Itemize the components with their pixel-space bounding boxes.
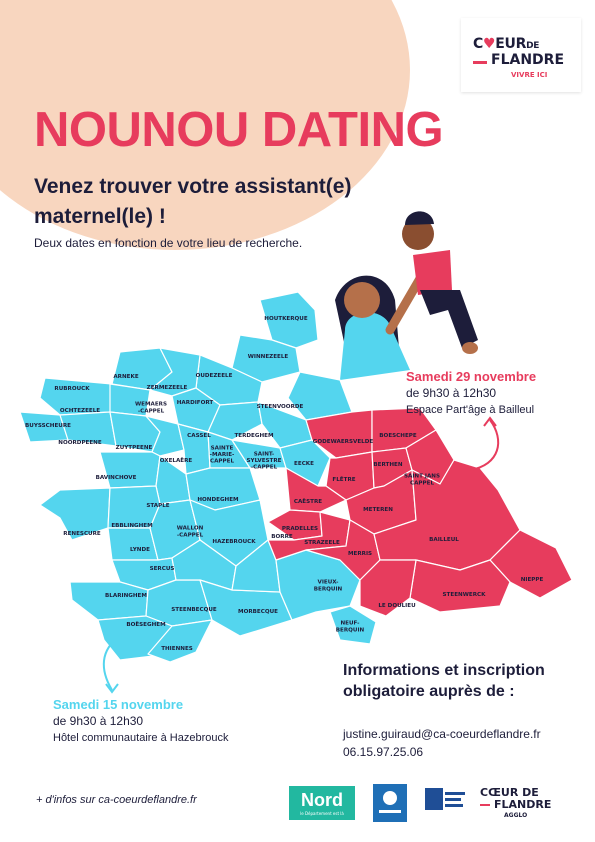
intro-text: Deux dates en fonction de votre lieu de recherche. <box>34 236 303 250</box>
arrowhead-icon <box>106 684 118 692</box>
town-label: EBBLINGHEM <box>111 523 153 529</box>
town-label: STEENBECQUE <box>171 607 217 613</box>
parent-child-illustration <box>335 211 478 380</box>
town-label: CAËSTRE <box>293 499 323 505</box>
town-label: WEMAERS -CAPPEL <box>134 401 168 415</box>
town-label: LYNDE <box>130 547 150 553</box>
town-label: MORBECQUE <box>238 609 278 615</box>
town-label: PRADELLES <box>281 526 319 532</box>
contact-phone[interactable]: 06.15.97.25.06 <box>343 745 424 759</box>
town-label: FLÊTRE <box>332 477 356 483</box>
town-label: ARNEKE <box>113 374 139 380</box>
town-label: SAINT-SYLVESTRE -CAPPEL <box>246 451 282 471</box>
town-label: NEUF-BERQUIN <box>335 620 365 634</box>
date-south-time: de 9h30 à 12h30 <box>53 714 144 728</box>
date-south-title: Samedi 15 novembre <box>53 697 184 712</box>
town-label: RUBROUCK <box>54 386 90 392</box>
town-label: OCHTEZEELE <box>59 408 101 414</box>
arrowhead-icon <box>484 418 496 426</box>
town-label: STEENVOORDE <box>256 404 304 410</box>
caf-logo <box>373 784 407 822</box>
town-label: MERRIS <box>347 551 373 557</box>
town-label: OXELAËRE <box>159 458 193 464</box>
commune-shape <box>70 582 148 620</box>
town-label: ZUYTPEENE <box>115 445 153 451</box>
town-label: HARDIFORT <box>176 400 214 406</box>
coeur-de-flandre-logo: C♥EURDE FLANDRE VIVRE ICI <box>461 18 581 92</box>
arrow-icon <box>470 420 498 470</box>
town-label: BUYSSCHEURE <box>25 423 71 429</box>
town-label: VIEUX-BERQUIN <box>313 579 343 593</box>
town-label: STRAZEELE <box>304 540 340 546</box>
nord-department-logo: Nord le Département est là <box>289 786 355 820</box>
town-label: WALLON -CAPPEL <box>176 525 204 539</box>
town-label: CASSEL <box>187 433 211 439</box>
town-label: NIEPPE <box>520 577 544 583</box>
town-label: BOESCHEPE <box>379 433 417 439</box>
town-label: THIENNES <box>161 646 193 652</box>
date-north-place: Espace Part'âge à Bailleul <box>406 404 535 416</box>
town-label: GODEWAERSVELDE <box>312 439 374 445</box>
page-title: NOUNOU DATING <box>34 103 444 157</box>
website-link[interactable]: + d'infos sur ca-coeurdeflandre.fr <box>36 794 197 806</box>
town-label: HOUTKERQUE <box>264 316 308 322</box>
town-label: TERDEGHEM <box>234 433 274 439</box>
commune-shape <box>108 528 158 560</box>
date-south-place: Hôtel communautaire à Hazebrouck <box>53 732 229 744</box>
town-label: LE DOULIEU <box>378 603 416 609</box>
contact-heading: Informations et inscription obligatoire auprès de : <box>343 662 545 700</box>
msa-logo <box>425 788 467 818</box>
town-label: NOORDPEENE <box>58 440 102 446</box>
town-label: BOËSEGHEM <box>126 622 166 628</box>
town-label: BAVINCHOVE <box>95 475 137 481</box>
town-label: EECKE <box>294 461 314 467</box>
town-label: STAPLE <box>146 503 170 509</box>
town-label: BAILLEUL <box>429 537 459 543</box>
contact-block <box>343 725 541 761</box>
town-label: STEENWERCK <box>442 592 486 598</box>
town-label: SERCUS <box>149 566 175 572</box>
town-label: HONDEGHEM <box>197 497 239 503</box>
town-label: SAINTE -MARIE-CAPPEL <box>209 445 235 465</box>
heart-icon: ♥ <box>482 36 496 52</box>
town-label: OUDEZEELE <box>195 373 233 379</box>
town-label: HAZEBROUCK <box>212 539 256 545</box>
town-label: SAINT JANS CAPPEL <box>403 473 441 487</box>
subtitle: Venez trouver votre assistant(e) maternel(le) ! <box>34 175 352 228</box>
coeur-de-flandre-agglo-logo: CŒUR DE FLANDRE AGGLO <box>480 786 552 819</box>
town-label: BERTHEN <box>373 462 403 468</box>
town-label: BLARINGHEM <box>105 593 147 599</box>
town-label: ZERMEZEELE <box>146 385 188 391</box>
date-north-title: Samedi 29 novembre <box>406 369 537 384</box>
town-label: METEREN <box>363 507 393 513</box>
town-label: WINNEZEELE <box>247 354 289 360</box>
town-label: RENESCURE <box>63 531 101 537</box>
date-north-time: de 9h30 à 12h30 <box>406 386 497 400</box>
contact-email[interactable]: justine.guiraud@ca-coeurdeflandre.fr <box>343 727 541 741</box>
commune-shape <box>100 452 160 488</box>
town-label: BORRE <box>271 534 293 540</box>
